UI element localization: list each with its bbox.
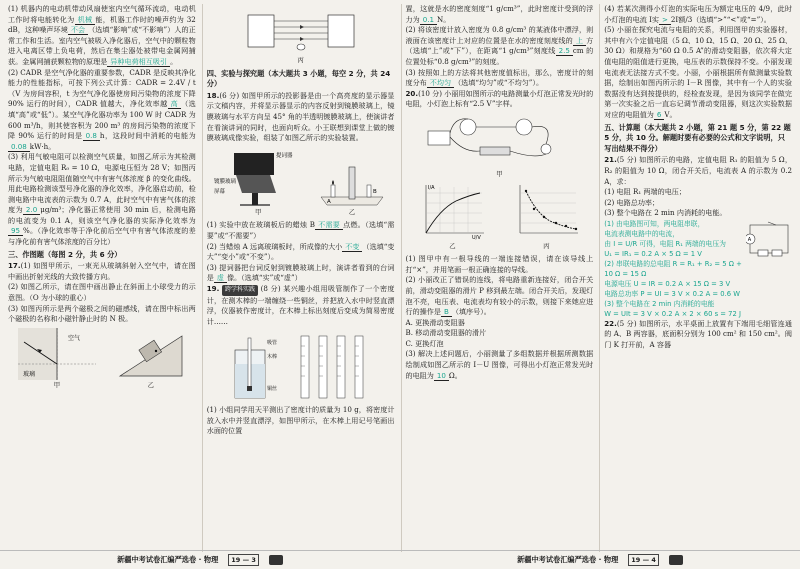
q19-sub1: (1) 小组同学用天平测出了密度计的质量为 10 g，将密度计放入水中并竖直漂浮，如图甲所示，在木棒上用记号笔画出水面的位置 bbox=[206, 405, 395, 436]
q20-option-b: B. 移动滑动变阻器的滑片 bbox=[405, 328, 487, 338]
section-5-heading: 五、计算题（本大题共 2 小题，第 21 题 5 分，第 22 题 5 分，共 10 分。解题时要有必要的公式和文字说明，只写出结果不得分） bbox=[604, 122, 791, 153]
footer-right-page: 19 — 4 bbox=[628, 554, 659, 567]
solution-line-1: (1) 由电路图可知，两电阻串联， bbox=[604, 219, 705, 228]
q16-part1: (1) 机器内的电动机带动风扇使室内空气循环流动，电动机工作时将电能转化为 机械 能，机器工作时的噪声约为 32 dB，这种噪声环境 不会 （选填“影响”或“不影响”）人的正常工作和生活。室内空气被吸入净化器后，空气中的颗粒物进入电离区带上负电荷，然后在集尘器处被带电金属网捕获。金属网捕获颗粒物的原理是 异种电荷相互吸引 。 bbox=[8, 4, 196, 66]
ir-graph bbox=[510, 183, 582, 252]
q21-sub3: (3) 整个电路在 2 min 内消耗的电能。 bbox=[604, 208, 727, 218]
label-a: A bbox=[327, 198, 331, 205]
q21-circuit-figure bbox=[746, 219, 792, 319]
footer-right-title: 新疆中考试卷汇编严选卷 · 物理 bbox=[517, 554, 619, 564]
solution-line-5: (2) 串联电路的总电阻 R = R₁ + R₂ = 5 Ω + 10 Ω = 15 Ω bbox=[604, 259, 742, 278]
q20-option-a: A. 更换滑动变阻器 bbox=[405, 317, 465, 327]
column-1 bbox=[8, 4, 196, 552]
q20-sub4: (4) 若某次测得小灯泡的实际电压为额定电压的 4/9，此时小灯泡的电流 I实 > 2I额/3（选填“>”“<”或“=”）。 bbox=[604, 4, 792, 24]
label-b: B bbox=[373, 188, 377, 195]
figure-teleprompter bbox=[214, 147, 302, 218]
solution-line-3: 由 I = U/R 可得，电阻 R₁ 两端的电压为 bbox=[604, 239, 726, 248]
figure-candle-mirror bbox=[317, 151, 387, 218]
cross-discipline-badge: 跨学科实践 bbox=[222, 285, 258, 296]
label-tube: 吸管 bbox=[266, 340, 277, 347]
figure-incline bbox=[116, 328, 186, 391]
q19-sub1-cont: 置，这就是水的密度刻度“1 g/cm³”，此时密度计受到的浮力为 0.1 N。 bbox=[405, 4, 594, 24]
label-glass-film: 镀膜玻璃 bbox=[214, 178, 237, 185]
publisher-logo-icon-right bbox=[669, 555, 683, 565]
caption-circuit-jia: 甲 bbox=[496, 169, 503, 178]
footer-left-page: 19 — 3 bbox=[228, 554, 259, 567]
q20-circuit-figure bbox=[406, 113, 594, 180]
q20-sub3: (3) 解决上述问题后，小丽测量了多组数据并根据所测数据绘制成如图乙所示的 I－U 图像，可得出小灯泡正常发光时的电阻为 10 Ω。 bbox=[405, 349, 594, 380]
footer-right bbox=[400, 554, 800, 567]
solution-line-6: 电源电压 U = IR = 0.2 A × 15 Ω = 3 V bbox=[604, 279, 731, 288]
caption-graph-bing: 丙 bbox=[543, 241, 550, 250]
q17-figures bbox=[8, 328, 196, 391]
q20-sub1: (1) 图甲中有一根导线的一端连接错误，请在该导线上打“×”，并用笔画一根正确连接的导线。 bbox=[405, 254, 594, 274]
q20-sub5: (5) 小丽在探究电流与电阻的关系，利用图甲的实验器材，其中有六个定值电阻（5 Ω、10 Ω、15 Ω、20 Ω、25 Ω、30 Ω）和规格为“60 Ω 0.5 A”的滑动变阻器，依次将大定值电阻的阻值进行更换，电压表的示数保持不变。小丽发现电流表无法接方式不变。小丽，小丽根据所有做测量实验数据，绘制出如图丙所示的 I－R 图像，其中有一个人的实验数据没有达到按提供的，经检查发现，是因为该同学在做完第一次实验之后一直忘记调节滑动变阻器，则这次实验数据对应的电阻值为 6 V。 bbox=[604, 25, 792, 119]
q20-sub2: (2) 小丽改正了错误的连线，将电路重新连接好，闭合开关前，滑动变阻器的滑片 P 移到最左端。闭合开关后，发现灯泡不亮，电压表、电流表均有较小的示数，则接下来她应进行的操作是 B （填序号）。 bbox=[405, 275, 594, 317]
footer-left-title: 新疆中考试卷汇编严选卷 · 物理 bbox=[117, 554, 219, 564]
caption-yi-18: 乙 bbox=[348, 207, 356, 216]
solution-line-7: 电路总功率 P = UI = 3 V × 0.2 A = 0.6 W bbox=[604, 289, 740, 298]
label-copper: 铜丝 bbox=[266, 386, 277, 393]
label-air: 空气 bbox=[67, 334, 80, 342]
svg-text:A: A bbox=[747, 236, 752, 243]
footer-left bbox=[0, 554, 400, 567]
column-3 bbox=[401, 4, 594, 552]
solution-line-4: U₁ = IR₁ = 0.2 A × 5 Ω = 1 V bbox=[604, 249, 702, 258]
q19: 19. 跨学科实践 (8 分) 某兴趣小组用吸管制作了一个密度计，在测木棒的一端缠绕一些铜丝，并把放入水中时竖直漂浮，仪器被作密度计，在木棒上标出刻度后变成为简易密度计…… bbox=[206, 283, 395, 326]
q19-figure bbox=[207, 330, 395, 402]
label-wood: 木棒 bbox=[266, 354, 277, 361]
q21-sub1: (1) 电阻 R₁ 两端的电压； bbox=[604, 187, 686, 197]
axis-i-label: I/A bbox=[428, 184, 436, 191]
caption-yi: 乙 bbox=[147, 380, 154, 389]
q17: 17.(1) 如图甲所示，一束光从玻璃斜射入空气中，请在图中画出折射光线的大致传播方向。 bbox=[8, 261, 196, 281]
label-screen: 屏幕 bbox=[214, 188, 226, 195]
column-4 bbox=[599, 4, 792, 552]
section-3-heading: 三、作图题（每图 2 分，共 6 分） bbox=[8, 249, 122, 259]
caption-jia-18: 甲 bbox=[254, 207, 262, 216]
solution-line-2: 电流表测电路中的电流， bbox=[604, 229, 680, 238]
q18-sub2: (2) 当蜡烛 A 远离玻璃板时，所成像的大小 不变 （选填“变大”“变小”或“不变”）。 bbox=[206, 241, 395, 262]
q21: 21.(5 分) 如图所示的电路，定值电阻 R₁ 的阻值为 5 Ω，R₂ 的阻值为 10 Ω，闭合开关后，电流表 A 的示数为 0.2 A，求： bbox=[604, 155, 792, 186]
magnet-figure bbox=[207, 7, 395, 66]
q18-figures bbox=[207, 147, 395, 218]
iu-graph bbox=[416, 183, 488, 252]
q19-sub3: (3) 按照如上的方法将其他密度值标出，那么，密度计的刻度分布 不均匀 （选填“均匀”或“不均匀”）。 bbox=[405, 67, 594, 88]
solution-line-8: (3) 整个电路在 2 min 内消耗的电能 bbox=[604, 299, 715, 308]
page-footer bbox=[0, 550, 800, 569]
q16-part2: (2) CADR 是空气净化器的重要参数，CADR 是反映其净化能力的性能指标，可按下列公式计算：CADR = 2.4V / t（V 为房间容积，t 为空气净化器使房间污染物的浓度下降 90% 运行的时间），CADR 值越大，净化效率越 高 （选填“高”或“低”）。某空气净化器功率为 100 W 时 CADR 为 600 m³/h，则其使容积为 200 m³ 的房间污染物的浓度下降 90% 运行的时间是 0.8 h，这段时间中消耗的电能为0.08 kW·h。 bbox=[8, 67, 196, 151]
q19-sub2: (2) 将该密度计放入密度为 0.8 g/cm³ 的某液体中漂浮，则液面在该密度计上对应的位置是在水的密度刻度线的 上 方（选填“上”或“下”），在距离“1 g/cm³”刻度线 2.5 cm 的位置处标“0.8 g/cm³”的刻度。 bbox=[405, 25, 594, 66]
solution-line-9: W = UIt = 3 V × 0.2 A × 2 × 60 s = 72 J bbox=[604, 309, 741, 318]
column-2 bbox=[202, 4, 395, 552]
q20-option-c: C. 更换灯泡 bbox=[405, 338, 444, 348]
section-4-heading: 四、实验与探究题（本大题共 3 小题，每空 2 分，共 24 分） bbox=[206, 68, 391, 89]
q17-part2: (2) 如图乙所示，请在图中画出静止在斜面上小球受力的示意图。（O 为小球的重心） bbox=[8, 282, 196, 303]
q21-sub2: (2) 电路总功率； bbox=[604, 197, 660, 207]
label-glass: 玻璃 bbox=[22, 370, 35, 378]
q18: 18.(6 分) 如图甲所示的投影器是由一个高亮度的显示器显示文稿内容，并将显示器显示的内容反射到镜膜玻璃上，镜膜玻璃与水平方向呈 45° 角的半透明镀膜玻璃上，使演讲者在看演讲词的同时，也面向听众。小王联想到课堂上做的镀膜玻璃成像实验，组装了如图乙所示的实验装置。 bbox=[206, 90, 395, 143]
axis-u-label: U/V bbox=[472, 234, 482, 241]
figure-glass-air bbox=[18, 328, 96, 391]
caption-jia: 甲 bbox=[53, 380, 61, 389]
publisher-logo-icon bbox=[269, 555, 283, 565]
q16-part3: (3) 利用气敏电阻可以检测空气质量，如图乙所示为其检测电路，定值电阻 R₀ = 10 Ω，电源电压恒为 28 V；如图丙所示为气敏电阻阻值随空气中有害气体浓度 β 的变化曲线。用此电路检测该型号净化器的净化效率，净化器启动前，检测电路中电流表的示数为 0.7 A，此时空气中有害气体的浓度为 2.0 μg/m³；净化器正常使用 30 min 后，检测电路的电流变为 0.1 A，则该空气净化器的实际净化效率为95 %。（净化效率等于净化前后空气中有害气体浓度的差与净化前有害气体浓度的百分比） bbox=[8, 152, 196, 247]
q21-solution-block bbox=[604, 219, 792, 319]
caption-bing: 丙 bbox=[297, 56, 304, 64]
q20: 20.(10 分) 小丽用如图所示的电路测量小灯泡正常发光时的电阻，小灯泡上标有“2.5 V”字样。 bbox=[405, 88, 594, 109]
label-prompter: 提词器 bbox=[276, 152, 293, 159]
q17-part3: (3) 如图丙所示是两个磁极之间的磁感线，请在图中标出两个磁极的名称和小磁针静止时的 N 极。 bbox=[8, 303, 196, 324]
q18-sub3: (3) 提词器把台词反射到镀膜玻璃上时，演讲者看到的台词是 虚 像。（选填“实”或“虚”） bbox=[206, 262, 395, 283]
q21-solution bbox=[604, 219, 742, 319]
q18-sub1: (1) 实验中放在玻璃板后的蜡烛 B 不需要 点燃。（选填“需要”或“不需要”） bbox=[206, 220, 395, 240]
q22: 22.(5 分) 如图所示，水平桌面上放置有下端用毛细管连通的 A、B 两容器，底面积分别为 100 cm² 和 150 cm²。阀门 K 打开前，A 容器 bbox=[604, 318, 792, 350]
caption-graph-yi: 乙 bbox=[449, 241, 456, 250]
q20-graphs bbox=[406, 183, 594, 252]
